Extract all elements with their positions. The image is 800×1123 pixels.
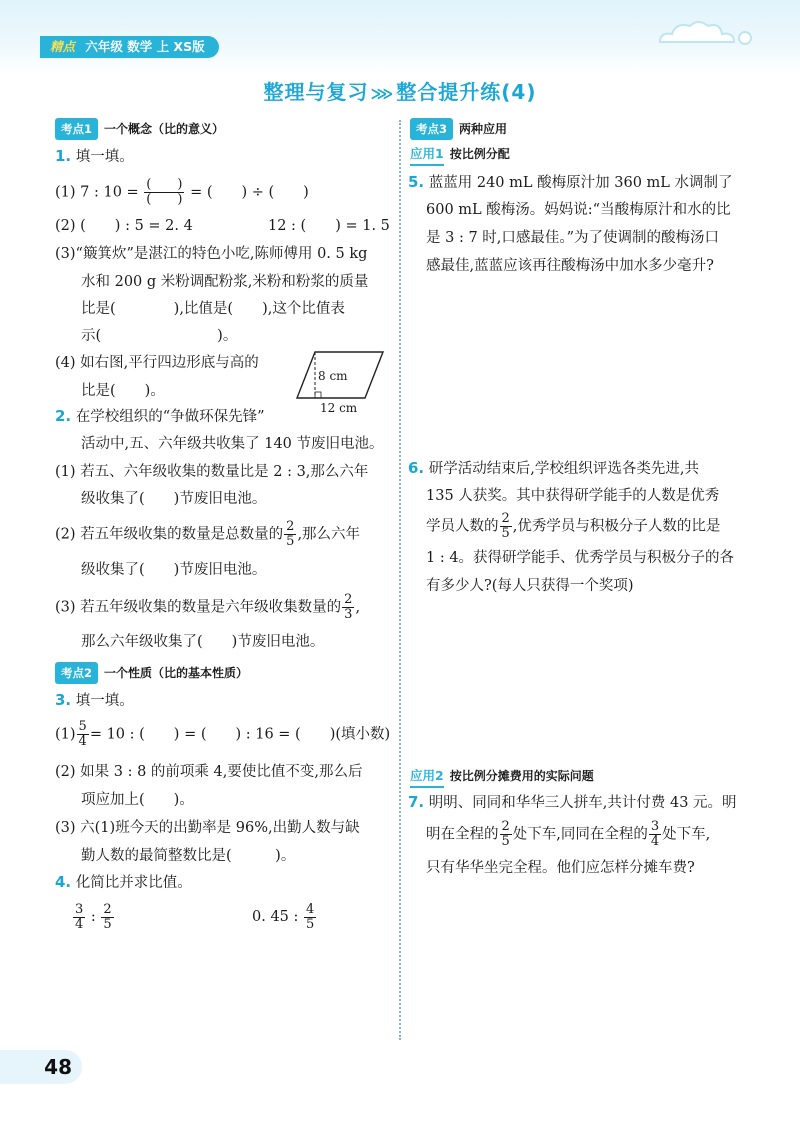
q1-1 bbox=[55, 178, 309, 207]
q2-3-line2: 那么六年级收集了( )节废旧电池。 bbox=[81, 634, 325, 650]
q2-2-line2: 级收集了( )节废旧电池。 bbox=[81, 562, 267, 578]
q4-b-d: 5 bbox=[306, 916, 315, 932]
q2-3-fraction bbox=[342, 593, 354, 622]
q3-heading bbox=[55, 690, 134, 711]
cloud-icon bbox=[650, 12, 760, 52]
q1-1-den: ( ) bbox=[146, 192, 183, 207]
q5-line4: 感最佳,蓝蓝应该再往酸梅汤中加水多少毫升? bbox=[426, 258, 714, 274]
q1-3-line3: 比是( ),比值是( ),这个比值表 bbox=[81, 301, 345, 317]
q4-text: 化简比并求比值。 bbox=[75, 875, 192, 891]
app1-tag: 应用1 bbox=[410, 144, 444, 166]
page-number bbox=[0, 1050, 82, 1084]
q2-2-a: (2) 若五年级收集的数量是总数量的 bbox=[55, 526, 284, 543]
q4-a-frac1 bbox=[73, 903, 85, 932]
q1-4-line2: 比是( )。 bbox=[81, 383, 165, 399]
q2-3-b: , bbox=[355, 599, 361, 616]
q3-1-pre: (1) bbox=[55, 726, 76, 743]
q2-2-b: ,那么六年 bbox=[297, 526, 361, 543]
q6-line1 bbox=[408, 458, 699, 479]
q3-1-num: 5 bbox=[78, 719, 87, 734]
q2-2-den: 5 bbox=[286, 534, 295, 549]
q4-a-d1: 4 bbox=[75, 916, 84, 932]
q5-line1 bbox=[408, 172, 733, 193]
q2-line2: 活动中,五、六年级共收集了 140 节废旧电池。 bbox=[81, 436, 384, 452]
q4-b-frac bbox=[304, 903, 316, 932]
q2-1-line2: 级收集了( )节废旧电池。 bbox=[81, 491, 267, 507]
q3-2-line2: 项应加上( )。 bbox=[81, 792, 194, 808]
q4-b-pre: 0. 45 : bbox=[252, 909, 299, 925]
q3-1-fraction bbox=[77, 720, 89, 749]
q4-number: 4. bbox=[55, 873, 72, 891]
q7-fraction1 bbox=[500, 820, 512, 849]
q6-3-b: ,优秀学员与积极分子人数的比是 bbox=[512, 518, 721, 535]
q7-f2-den: 4 bbox=[650, 834, 660, 849]
q1-2a: (2) ( ) : 5 = 2. 4 bbox=[55, 218, 193, 234]
kp1-heading bbox=[55, 118, 224, 140]
q7-f2-num: 3 bbox=[650, 819, 660, 834]
q7-number: 7. bbox=[408, 793, 425, 811]
book-info: 六年级 数学 上 XS版 bbox=[85, 39, 205, 54]
kp3-heading bbox=[410, 118, 507, 140]
q6-number: 6. bbox=[408, 459, 425, 477]
q1-2b: 12 : ( ) = 1. 5 bbox=[268, 218, 390, 234]
q2-3-line1 bbox=[55, 593, 360, 622]
q2-text1: 在学校组织的“争做环保先锋” bbox=[75, 409, 265, 425]
q6-den: 5 bbox=[501, 526, 510, 541]
kp3-tag: 考点3 bbox=[410, 118, 453, 140]
q6-line2: 135 人获奖。其中获得研学能手的人数是优秀 bbox=[426, 488, 720, 504]
q4-a-frac2 bbox=[101, 903, 113, 932]
q1-3-line2: 水和 200 g 米粉调配粉浆,米粉和粉浆的质量 bbox=[81, 274, 369, 290]
q3-1-den: 4 bbox=[78, 734, 87, 749]
q7-2-a: 明在全程的 bbox=[426, 826, 499, 843]
q6-line5: 有多少人?(每人只获得一个奖项) bbox=[426, 578, 634, 594]
q1-number: 1. bbox=[55, 147, 72, 165]
kp2-heading bbox=[55, 662, 248, 684]
q3-3-line2: 勤人数的最简整数比是( )。 bbox=[81, 848, 296, 864]
q7-2-b: 处下车,同同在全程的 bbox=[512, 826, 648, 843]
q4-a-d2: 5 bbox=[103, 916, 112, 932]
q1-1-fraction bbox=[144, 178, 184, 207]
q6-text1: 研学活动结束后,学校组织评选各类先进,共 bbox=[428, 461, 699, 477]
arrow-icon: ⋙ bbox=[370, 84, 395, 103]
page-title bbox=[0, 76, 800, 105]
app1-heading bbox=[410, 144, 510, 166]
q2-1-line1: (1) 若五、六年级收集的数量比是 2 : 3,那么六年 bbox=[55, 464, 369, 480]
q1-1-b: = ( ) ÷ ( ) bbox=[190, 184, 309, 201]
q4-b-n: 4 bbox=[306, 901, 315, 917]
app2-text: 按比例分摊费用的实际问题 bbox=[449, 769, 594, 783]
q4-a-colon: : bbox=[90, 909, 96, 925]
q7-f1-num: 2 bbox=[501, 819, 510, 834]
q7-line2 bbox=[426, 820, 710, 849]
q6-line3 bbox=[426, 512, 720, 541]
q3-text: 填一填。 bbox=[75, 693, 134, 709]
kp2-text: 一个性质（比的基本性质） bbox=[104, 666, 249, 680]
q4-a-n1: 3 bbox=[75, 901, 84, 917]
q7-f1-den: 5 bbox=[501, 834, 510, 849]
q7-text1: 明明、同同和华华三人拼车,共计付费 43 元。明 bbox=[428, 795, 737, 811]
q1-4-line1: (4) 如右图,平行四边形底与高的 bbox=[55, 355, 259, 371]
q5-number: 5. bbox=[408, 173, 425, 191]
column-divider bbox=[399, 120, 401, 1040]
page-number-text: 48 bbox=[44, 1055, 72, 1079]
kp1-text: 一个概念（比的意义） bbox=[104, 122, 225, 136]
app2-tag: 应用2 bbox=[410, 766, 444, 788]
kp3-text: 两种应用 bbox=[459, 122, 508, 136]
q2-2-fraction bbox=[284, 520, 296, 549]
q3-1-rest: = 10 : ( ) = ( ) : 16 = ( )(填小数) bbox=[89, 726, 391, 743]
q6-num: 2 bbox=[501, 511, 510, 526]
height-label: 8 cm bbox=[318, 369, 348, 383]
q7-fraction2 bbox=[649, 820, 661, 849]
q2-2-num: 2 bbox=[286, 519, 295, 534]
q1-1-a: (1) 7 : 10 = bbox=[55, 184, 139, 201]
q3-2-line1: (2) 如果 3 : 8 的前项乘 4,要使比值不变,那么后 bbox=[55, 764, 363, 780]
q4-a bbox=[72, 902, 115, 932]
brand-logo: 精点 bbox=[50, 39, 76, 54]
q7-line1 bbox=[408, 792, 737, 813]
q2-3-a: (3) 若五年级收集的数量是六年级收集数量的 bbox=[55, 599, 342, 616]
q3-number: 3. bbox=[55, 691, 72, 709]
kp2-tag: 考点2 bbox=[55, 662, 98, 684]
app2-heading bbox=[410, 766, 594, 788]
kp1-tag: 考点1 bbox=[55, 118, 98, 140]
app1-text: 按比例分配 bbox=[449, 147, 510, 161]
q1-text: 填一填。 bbox=[75, 149, 134, 165]
title-right: 整合提升练(4) bbox=[396, 80, 537, 104]
q4-heading bbox=[55, 872, 192, 893]
book-label bbox=[40, 36, 219, 58]
q7-2-c: 处下车, bbox=[662, 826, 711, 843]
q6-3-a: 学员人数的 bbox=[426, 518, 499, 535]
q2-2-line1 bbox=[55, 520, 360, 549]
q2-line1 bbox=[55, 406, 265, 427]
q6-fraction bbox=[500, 512, 512, 541]
q4-b bbox=[252, 902, 317, 932]
q6-line4: 1 : 4。获得研学能手、优秀学员与积极分子的各 bbox=[426, 550, 735, 566]
q5-line2: 600 mL 酸梅汤。妈妈说:“当酸梅原汁和水的比 bbox=[426, 202, 731, 218]
q7-line3: 只有华华坐完全程。他们应怎样分摊车费? bbox=[426, 860, 695, 876]
q2-3-num: 2 bbox=[344, 592, 353, 607]
base-label: 12 cm bbox=[320, 401, 358, 415]
q3-3-line1: (3) 六(1)班今天的出勤率是 96%,出勤人数与缺 bbox=[55, 820, 360, 836]
q3-1 bbox=[55, 720, 390, 749]
q5-text1: 蓝蓝用 240 mL 酸梅原汁加 360 mL 水调制了 bbox=[428, 175, 733, 191]
q1-1-num: ( ) bbox=[146, 177, 183, 192]
q1-heading bbox=[55, 146, 134, 167]
q2-number: 2. bbox=[55, 407, 72, 425]
q4-a-n2: 2 bbox=[103, 901, 112, 917]
q2-3-den: 3 bbox=[344, 607, 353, 622]
q5-line3: 是 3 : 7 时,口感最佳。”为了使调制的酸梅汤口 bbox=[426, 230, 720, 246]
q1-3-line1: (3)“簸箕炊”是湛江的特色小吃,陈师傅用 0. 5 kg bbox=[55, 246, 368, 262]
title-left: 整理与复习 bbox=[263, 80, 369, 104]
q1-3-line4: 示( )。 bbox=[81, 328, 238, 344]
